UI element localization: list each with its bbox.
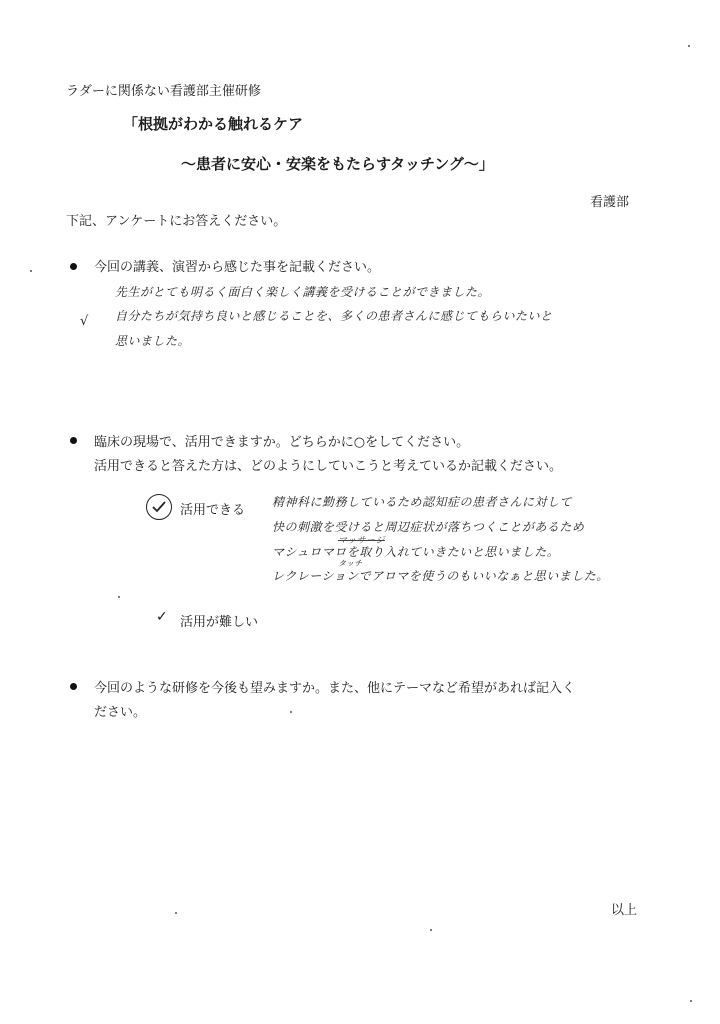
- struck-out-word: マッサージ: [338, 536, 385, 546]
- scan-speck: [430, 929, 432, 931]
- q1-answer-line: 思いました。: [115, 334, 191, 348]
- inserted-word: タッチ: [338, 559, 362, 568]
- q1-answer-line: 先生がとても明るく面白く楽しく講義を受けることができました。: [115, 285, 491, 299]
- intro-text: 下記、アンケートにお答えください。: [66, 214, 287, 229]
- bullet-icon: [70, 437, 77, 444]
- end-mark: 以上: [611, 903, 638, 918]
- option-difficult[interactable]: 活用が難しい: [180, 615, 259, 630]
- q1-answer-line: 自分たちが気持ち良いと感じることを、多くの患者さんに感じてもらいたいと: [115, 309, 553, 323]
- title-line-2: ～患者に安心・安楽をもたらすタッチング～」: [181, 155, 494, 173]
- margin-check-icon: √: [80, 314, 89, 329]
- header-caption: ラダーに関係ない看護部主催研修: [66, 84, 261, 99]
- circled-check-icon[interactable]: [146, 494, 172, 520]
- q2-subquestion: 活用できると答えた方は、どのようにしていこうと考えているか記載ください。: [94, 459, 563, 474]
- scan-speck: [175, 912, 177, 914]
- q2-answer-line: 快の刺激を受けると周辺症状が落ちつくことがあるため: [272, 520, 585, 534]
- q2-question: 臨床の現場で、活用できますか。どちらかに○をしてください。: [94, 435, 470, 450]
- q3-question-line-2: ださい。: [94, 705, 147, 720]
- q1-question: 今回の講義、演習から感じた事を記載ください。: [94, 260, 381, 275]
- scan-speck: [690, 1000, 692, 1002]
- scan-speck: [688, 45, 690, 47]
- department-label: 看護部: [590, 195, 630, 210]
- q2-answer-line: 精神科に勤務しているため認知症の患者さんに対して: [272, 495, 573, 509]
- q2-answer-line: マシュロマロを取り入れていきたいと思いました。: [272, 545, 560, 559]
- title-line-1: 「根拠がわかる触れるケア: [123, 115, 304, 133]
- bullet-icon: [70, 263, 77, 270]
- q2-answer-line: レクレーションでアロマを使うのもいいなぁと思いました。: [272, 569, 609, 583]
- q3-question-line-1: 今回のような研修を今後も望みますか。また、他にテーマなど希望があれば記入く: [94, 681, 576, 696]
- bullet-icon: [70, 683, 77, 690]
- scan-speck: [118, 596, 120, 598]
- scan-speck: [290, 711, 292, 713]
- scan-speck: [30, 270, 32, 272]
- check-icon: ✓: [156, 609, 168, 625]
- option-can-use[interactable]: 活用できる: [180, 503, 246, 518]
